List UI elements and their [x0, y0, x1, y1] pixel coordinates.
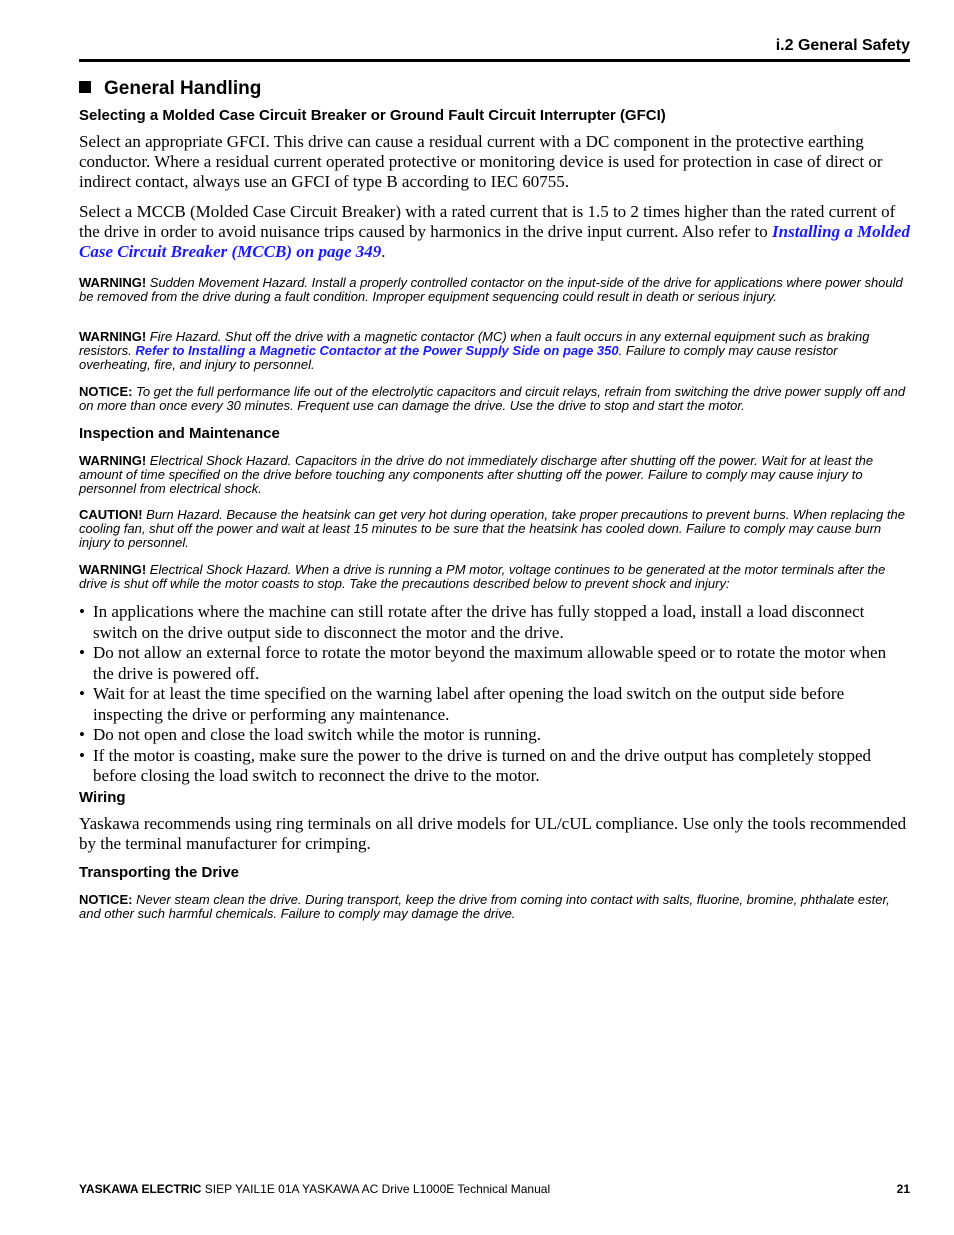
warning-text: Sudden Movement Hazard. Install a properly controlled contactor on the input-side of the drive for applications where power should be removed from the drive during a fault condition. Improper equipment sequencing could result in death or serious injury.	[79, 275, 903, 304]
wiring-paragraph: Yaskawa recommends using ring terminals on all drive models for UL/cUL compliance. Use only the tools recommended by the terminal manufacturer for crimping.	[79, 814, 907, 853]
precaution-list	[79, 602, 910, 787]
list-item-text: In applications where the machine can still rotate after the drive has fully stopped a load, install a load disconnect switch on the drive output side to disconnect the motor and the drive.	[93, 602, 865, 642]
footer-brand: YASKAWA ELECTRIC	[79, 1182, 202, 1196]
wiring-title: Wiring	[79, 789, 126, 806]
warning-text: Electrical Shock Hazard. When a drive is running a PM motor, voltage continues to be generated at the motor terminals after the drive is shut off while the motor coasts to stop. Take the precautions described below to prevent shock and injury:	[79, 562, 886, 591]
footer-manual-title: SIEP YAIL1E 01A YASKAWA AC Drive L1000E Technical Manual	[201, 1182, 551, 1196]
gfci-paragraph-2-end: .	[381, 242, 386, 261]
inspection-title: Inspection and Maintenance	[79, 425, 280, 442]
list-item	[79, 746, 910, 787]
warning-text-end: . Failure to comply may cause resistor overheating, fire, and injury to personnel.	[79, 343, 838, 372]
warning-fire-hazard	[79, 330, 910, 372]
notice-text: To get the full performance life out of the electrolytic capacitors and circuit relays, refrain from switching the drive power supply off and on more than once every 30 minutes. Frequent use can damage the drive. Use the drive to stop and start the motor.	[79, 384, 906, 413]
list-item	[79, 643, 910, 684]
square-bullet-icon	[79, 81, 91, 93]
transport-title: Transporting the Drive	[79, 864, 240, 881]
list-item-text: Wait for at least the time specified on the warning label after opening the load switch on the output side before inspecting the drive or performing any maintenance.	[93, 684, 845, 724]
caution-text: Burn Hazard. Because the heatsink can get very hot during operation, take proper precautions to prevent burns. When replacing the cooling fan, shut off the power and wait at least 15 minutes to be sure that the heatsink has cooled down. Failure to comply may cause burn injury to personnel.	[79, 507, 905, 550]
gfci-title: Selecting a Molded Case Circuit Breaker or Ground Fault Circuit Interrupter (GFCI)	[79, 107, 666, 124]
magnetic-contactor-page-link[interactable]: Refer to Installing a Magnetic Contactor at the Power Supply Side on page 350	[135, 343, 619, 358]
warning-text: Fire Hazard. Shut off the drive with a magnetic contactor (MC) when a fault occurs in any external equipment such as braking resistors.	[79, 329, 870, 358]
warning-pm-motor	[79, 563, 910, 591]
warning-label: WARNING!	[79, 453, 147, 468]
gfci-paragraph-1: Select an appropriate GFCI. This drive can cause a residual current with a DC component in the protective earthing conductor. Where a residual current operated protective or monitoring device is used for protection in case of direct or indirect contact, always use an GFCI of type B according to IEC 60755.	[79, 132, 883, 191]
bullet-icon: •	[79, 725, 85, 744]
notice-label: NOTICE:	[79, 892, 133, 907]
list-item	[79, 725, 910, 746]
notice-power-cycling	[79, 385, 910, 413]
warning-label: WARNING!	[79, 329, 147, 344]
list-item-text: Do not allow an external force to rotate the motor beyond the maximum allowable speed or to rotate the motor when the drive is powered off.	[93, 643, 887, 683]
list-item	[79, 602, 910, 643]
gfci-paragraph-2	[79, 202, 910, 262]
warning-electrical-shock-capacitors	[79, 454, 910, 496]
list-item-text: Do not open and close the load switch while the motor is running.	[93, 725, 542, 744]
caution-burn-hazard	[79, 508, 910, 550]
mccb-page-link[interactable]: Installing a Molded Case Circuit Breaker (MCCB) on page 349	[79, 222, 910, 261]
warning-label: WARNING!	[79, 562, 147, 577]
section-heading-text: General Handling	[104, 78, 262, 99]
bullet-icon: •	[79, 684, 85, 703]
bullet-icon: •	[79, 643, 85, 662]
notice-label: NOTICE:	[79, 384, 133, 399]
list-item-text: If the motor is coasting, make sure the power to the drive is turned on and the drive output has completely stopped before closing the load switch to reconnect the drive to the motor.	[93, 745, 872, 785]
list-item	[79, 684, 910, 725]
bullet-icon: •	[79, 602, 85, 621]
warning-sudden-movement	[79, 276, 910, 304]
notice-transport	[79, 893, 910, 921]
header-rule	[79, 59, 910, 62]
page-footer	[79, 1182, 910, 1196]
section-heading	[79, 78, 261, 100]
caution-label: CAUTION!	[79, 507, 143, 522]
gfci-paragraph-2-text: Select a MCCB (Molded Case Circuit Breaker) with a rated current that is 1.5 to 2 times higher than the rated current of the drive in order to avoid nuisance trips caused by harmonics in the drive input current. Also refer to	[79, 202, 896, 241]
page-number: 21	[896, 1182, 910, 1196]
running-header: i.2 General Safety	[775, 37, 910, 54]
notice-text: Never steam clean the drive. During transport, keep the drive from coming into contact with salts, fluorine, bromine, phthalate ester, and other such harmful chemicals. Failure to comply may damage the drive.	[79, 892, 890, 921]
warning-label: WARNING!	[79, 275, 147, 290]
warning-text: Electrical Shock Hazard. Capacitors in the drive do not immediately discharge after shutting off the power. Wait for at least the amount of time specified on the drive before touching any components after shutting off the power. Failure to comply may cause injury to personnel from electrical shock.	[79, 453, 874, 496]
bullet-icon: •	[79, 745, 85, 765]
